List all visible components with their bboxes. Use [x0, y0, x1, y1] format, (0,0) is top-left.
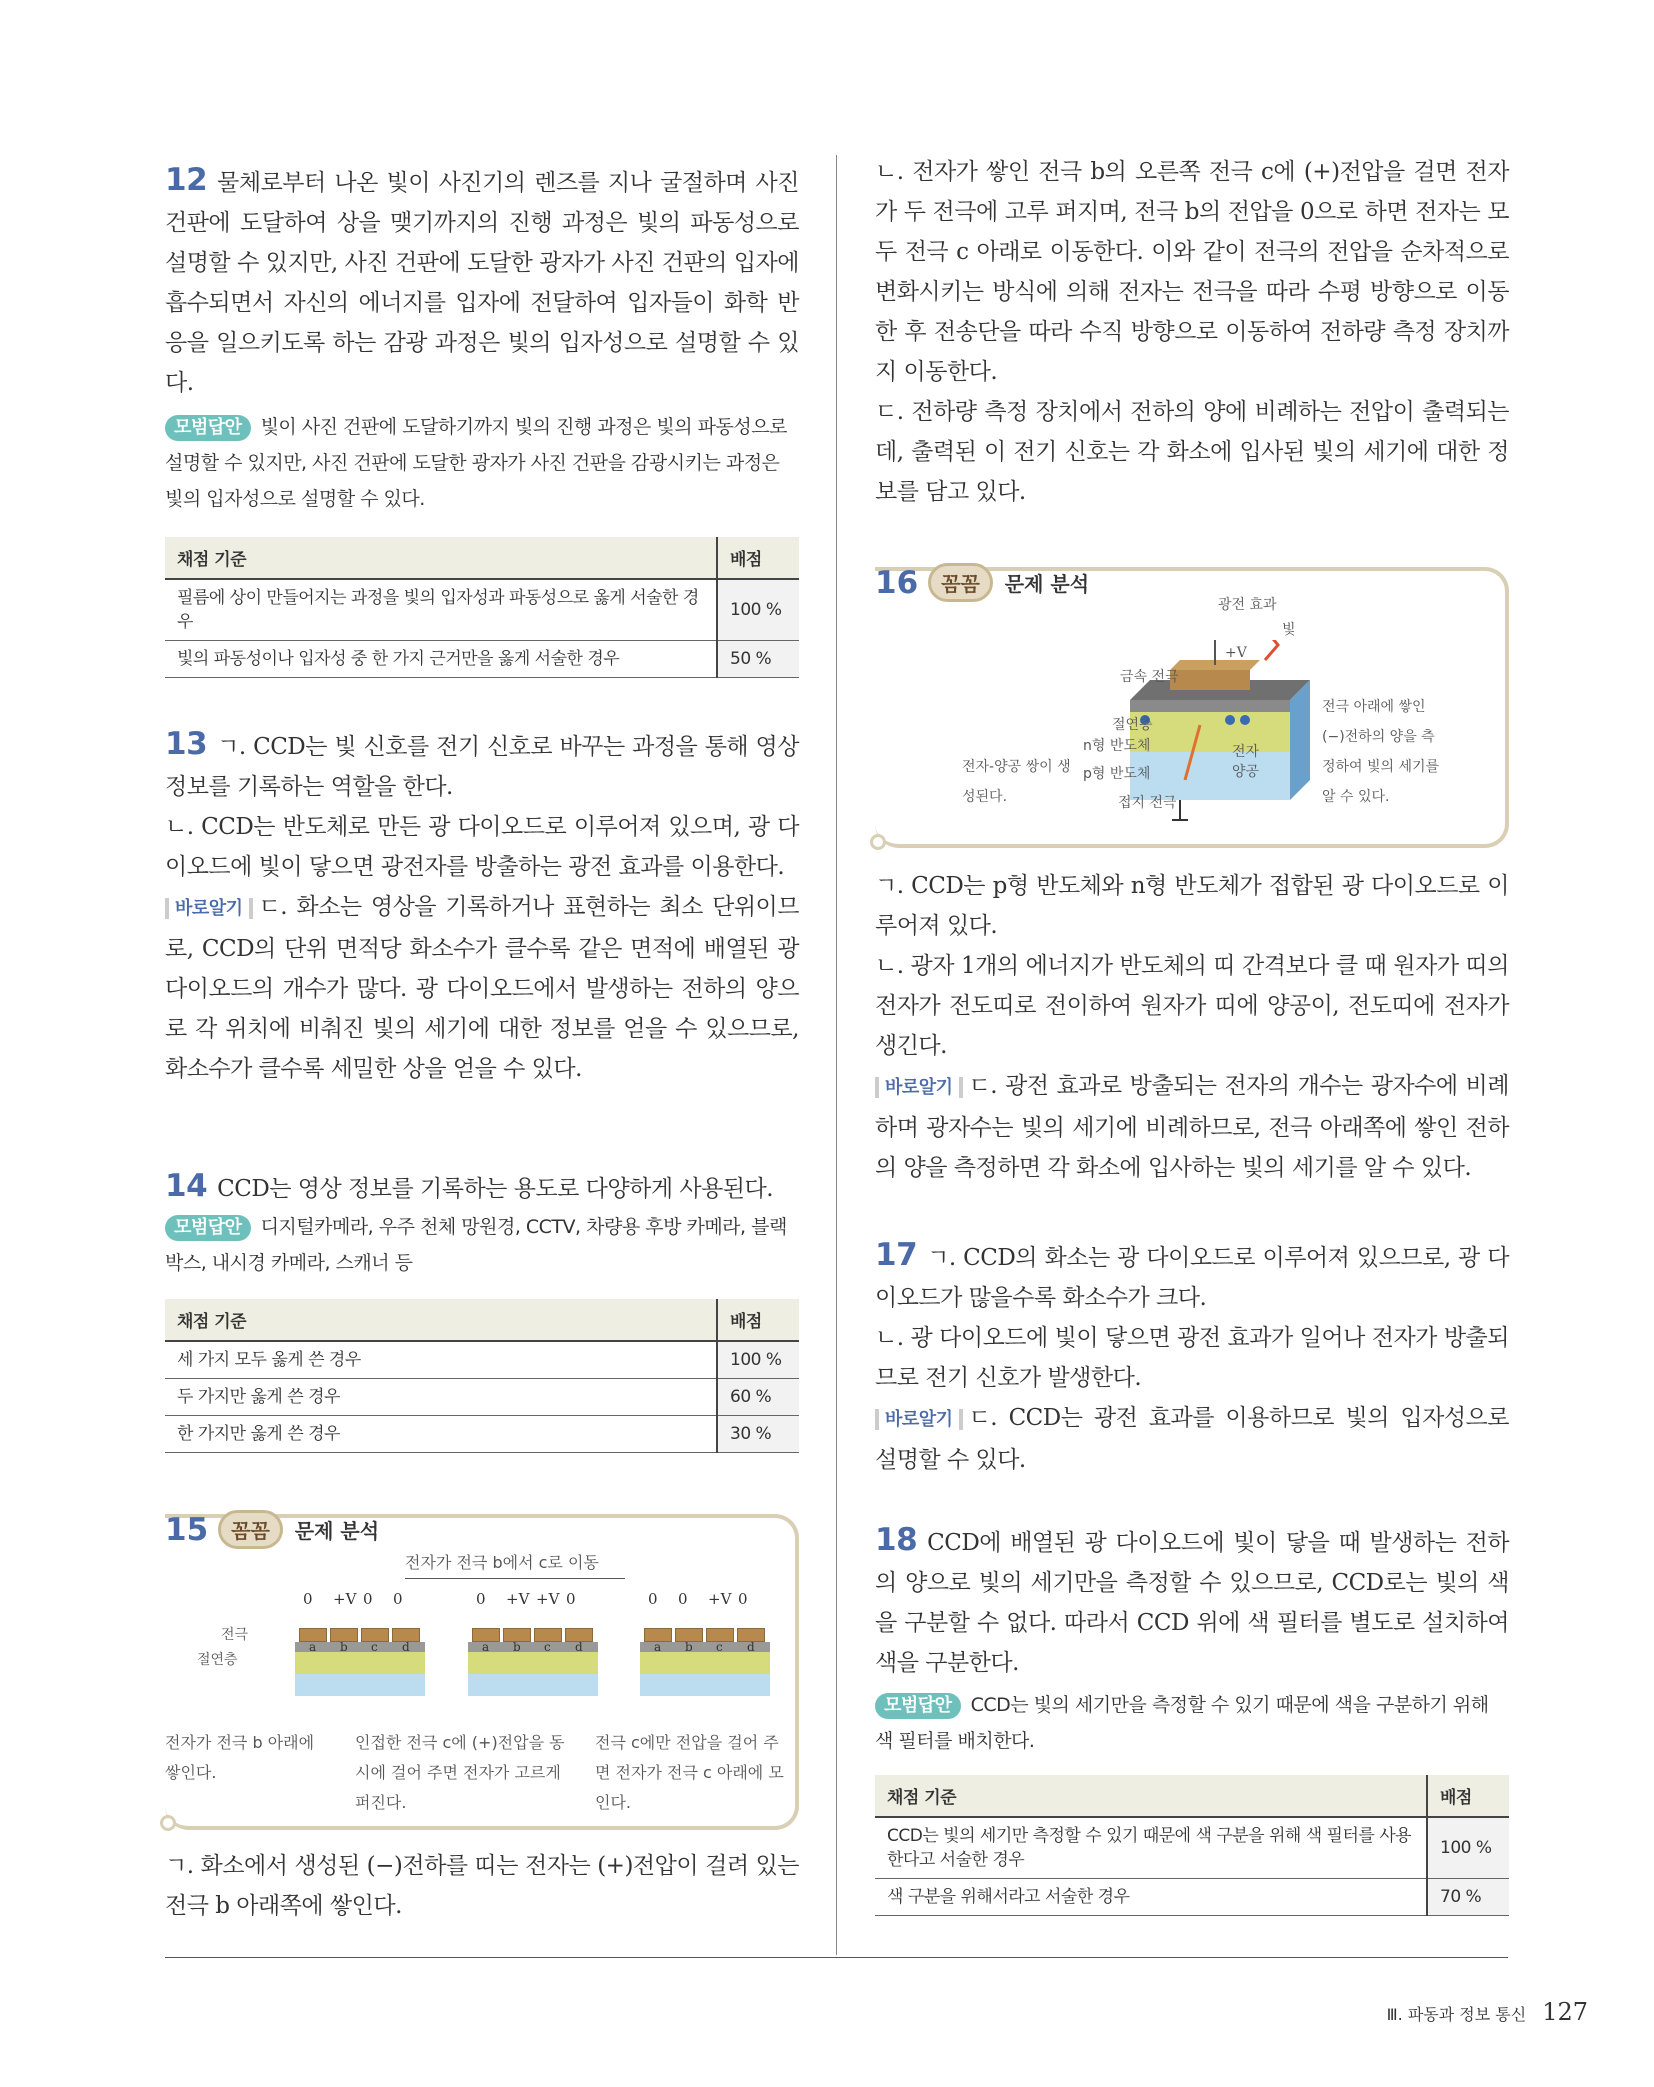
model-answer: 빛이 사진 건판에 도달하기까지 빛의 진행 과정은 빛의 파동성으로 설명할 수 있지만, 사진 건판에 도달한 광자가 사진 건판을 감광시키는 과정은 빛의 입자성으로 설명할 수 있다.	[165, 416, 787, 510]
voltage-value: 0	[738, 1590, 748, 1608]
question-12	[165, 160, 799, 678]
voltage-value: 0	[476, 1590, 486, 1608]
charge-caption: 전극 아래에 쌓인 (−)전하의 양을 측정하여 빛의 세기를 알 수 있다.	[1322, 699, 1440, 805]
point-2: ㄴ. 전자가 쌓인 전극 b의 오른쪽 전극 c에 (+)전압을 걸면 전자가 두 전극에 고루 퍼지며, 전극 b의 전압을 0으로 하면 전자는 모두 전극 c 아래로 이동한다. 이와 같이 전극의 전압을 순차적으로 변화시키는 방식에 의해 전자는 전극을 따라 수평 방향으로 이동한 후 전송단을 따라 수직 방향으로 이동하여 전하량 측정 장치까지 이동한다.	[875, 159, 1509, 385]
electrode-letter: b	[340, 1640, 348, 1654]
footer-rule	[165, 1957, 1508, 1958]
electrode-letter: c	[544, 1640, 551, 1654]
table-row	[165, 1341, 799, 1379]
point-3: ㄷ. 광전 효과로 방출되는 전자의 개수는 광자수에 비례하며 광자수는 빛의 세기에 비례하므로, 전극 아래쪽에 쌓인 전하의 양을 측정하면 각 화소에 입사하는 빛의 세기를 알 수 있다.	[875, 1073, 1509, 1181]
box-title: 문제 분석	[294, 1519, 380, 1543]
model-answer: 디지털카메라, 우주 천체 망원경, CCTV, 차량용 후방 카메라, 블랙박스, 내시경 카메라, 스캐너 등	[165, 1216, 787, 1274]
col-criteria: 채점 기준	[165, 1299, 717, 1341]
question-17	[875, 1235, 1509, 1480]
question-14	[165, 1166, 799, 1453]
insulator-label: 절연층	[197, 1652, 238, 1668]
page-footer	[1387, 1998, 1588, 2026]
question-15-continued	[875, 152, 1509, 512]
point-2: ㄴ. CCD는 반도체로 만든 광 다이오드로 이루어져 있으며, 광 다이오드에 빛이 닿으면 광전자를 방출하는 광전 효과를 이용한다.	[165, 814, 799, 880]
correction-tag: 바로알기	[875, 1077, 963, 1098]
point-1: ㄱ. CCD의 화소는 광 다이오드로 이루어져 있으므로, 광 다이오드가 많을수록 화소수가 크다.	[875, 1245, 1509, 1311]
table-row	[165, 1379, 799, 1416]
criteria: 세 가지 모두 옳게 쓴 경우	[165, 1341, 717, 1379]
transfer-arrow	[405, 1578, 625, 1579]
electrode-letter: d	[575, 1640, 583, 1654]
score: 60 %	[717, 1379, 799, 1416]
question-number: 18	[875, 1522, 918, 1558]
table-row	[165, 641, 799, 678]
photoelectric-label: 광전 효과	[1218, 597, 1277, 613]
explanation: CCD에 배열된 광 다이오드에 빛이 닿을 때 발생하는 전하의 양으로 빛의 세기만을 측정할 수 있으므로, CCD로는 빛의 색을 구분할 수 없다. 따라서 CCD 위에 색 필터를 별도로 설치하여 색을 구분한다.	[875, 1530, 1509, 1676]
voltage-value: +V	[506, 1590, 530, 1608]
electrode-letter: a	[654, 1640, 662, 1654]
voltage-value: +V	[536, 1590, 560, 1608]
electrode-letter: b	[513, 1640, 521, 1654]
col-criteria: 채점 기준	[875, 1775, 1427, 1817]
electrode-letter: a	[309, 1640, 317, 1654]
grading-table	[165, 537, 799, 678]
kkomkkom-badge: 꼼꼼	[218, 1510, 283, 1549]
criteria: 두 가지만 옳게 쓴 경우	[165, 1379, 717, 1416]
electrode-letter: a	[482, 1640, 490, 1654]
table-row	[165, 1416, 799, 1453]
grading-table	[165, 1299, 799, 1453]
electrode-letter: b	[685, 1640, 693, 1654]
question-number: 17	[875, 1237, 918, 1273]
kkomkkom-badge: 꼼꼼	[928, 563, 993, 602]
model-answer-badge: 모범답안	[165, 1215, 251, 1241]
box-dot	[160, 1815, 176, 1831]
point-3: ㄷ. 전하량 측정 장치에서 전하의 양에 비례하는 전압이 출력되는데, 출력된 이 전기 신호는 각 화소에 입사된 빛의 세기에 대한 정보를 담고 있다.	[875, 399, 1509, 505]
score: 100 %	[1427, 1817, 1509, 1879]
hole-label: 양공	[1232, 764, 1260, 780]
ccd-stage-2	[468, 1590, 598, 1700]
question-13	[165, 724, 799, 1089]
electrode-label: 전극	[221, 1627, 249, 1643]
criteria: 필름에 상이 만들어지는 과정을 빛의 입자성과 파동성으로 옳게 서술한 경우	[165, 579, 717, 641]
point-2: ㄴ. 광 다이오드에 빛이 닿으면 광전 효과가 일어나 전자가 방출되므로 전기 신호가 발생한다.	[875, 1325, 1509, 1391]
caption-1: 전자가 전극 b 아래에 쌓인다.	[165, 1733, 315, 1782]
explanation: 물체로부터 나온 빛이 사진기의 렌즈를 지나 굴절하며 사진 건판에 도달하여 상을 맺기까지의 진행 과정은 빛의 파동성으로 설명할 수 있지만, 사진 건판에 도달한 광자가 사진 건판의 입자에 흡수되면서 자신의 에너지를 입자에 전달하여 입자들이 화학 반응을 일으키도록 하는 감광 과정은 빛의 입자성으로 설명할 수 있다.	[165, 170, 799, 396]
page-number: 127	[1542, 1998, 1588, 2026]
score: 50 %	[717, 641, 799, 678]
caption-2: 인접한 전극 c에 (+)전압을 동시에 걸어 주면 전자가 고르게 퍼진다.	[355, 1733, 565, 1812]
ccd-stage-3	[640, 1590, 770, 1700]
electrode-letter: c	[716, 1640, 723, 1654]
voltage-value: +V	[708, 1590, 732, 1608]
point-1: ㄱ. CCD는 빛 신호를 전기 신호로 바꾸는 과정을 통해 영상 정보를 기록하는 역할을 한다.	[165, 734, 799, 800]
grading-table	[875, 1775, 1509, 1916]
correction-tag: 바로알기	[165, 898, 253, 919]
electrode-letter: d	[402, 1640, 410, 1654]
voltage-value: 0	[363, 1590, 373, 1608]
table-row	[165, 579, 799, 641]
criteria: 한 가지만 옳게 쓴 경우	[165, 1416, 717, 1453]
criteria: 색 구분을 위해서라고 서술한 경우	[875, 1879, 1427, 1916]
score: 100 %	[717, 579, 799, 641]
box-title: 문제 분석	[1004, 572, 1090, 596]
question-number: 15	[165, 1511, 209, 1548]
electrode-letter: d	[747, 1640, 755, 1654]
col-score: 배점	[1427, 1775, 1509, 1817]
voltage-value: 0	[648, 1590, 658, 1608]
electrode-letter: c	[371, 1640, 378, 1654]
voltage-value: +V	[333, 1590, 357, 1608]
p-type-label: p형 반도체	[1083, 766, 1151, 782]
model-answer-badge: 모범답안	[165, 415, 251, 441]
explanation: ㄱ. 화소에서 생성된 (−)전하를 띠는 전자는 (+)전압이 걸려 있는 전극 b 아래쪽에 쌓인다.	[165, 1853, 799, 1919]
explanation: CCD는 영상 정보를 기록하는 용도로 다양하게 사용된다.	[217, 1176, 774, 1202]
chapter-label: Ⅲ. 파동과 정보 통신	[1386, 2005, 1527, 2024]
voltage-value: 0	[303, 1590, 313, 1608]
insulator-label: 절연층	[1112, 717, 1153, 733]
voltage-label: +V	[1225, 645, 1247, 661]
point-1: ㄱ. CCD는 p형 반도체와 n형 반도체가 접합된 광 다이오드로 이루어져 있다.	[875, 873, 1509, 939]
col-score: 배점	[717, 1299, 799, 1341]
transfer-label: 전자가 전극 b에서 c로 이동	[405, 1553, 599, 1572]
score: 100 %	[717, 1341, 799, 1379]
electron-label: 전자	[1232, 744, 1260, 760]
correction-tag: 바로알기	[875, 1409, 963, 1430]
question-number: 13	[165, 726, 208, 762]
score: 30 %	[717, 1416, 799, 1453]
question-number: 14	[165, 1168, 208, 1204]
table-row	[875, 1817, 1509, 1879]
ground-electrode-label: 접지 전극	[1118, 795, 1177, 811]
column-divider	[836, 155, 837, 1955]
point-2: ㄴ. 광자 1개의 에너지가 반도체의 띠 간격보다 클 때 원자가 띠의 전자가 전도띠로 전이하여 원자가 띠에 양공이, 전도띠에 전자가 생긴다.	[875, 953, 1509, 1059]
light-label: 빛	[1282, 622, 1296, 638]
box-dot	[870, 834, 886, 850]
criteria: 빛의 파동성이나 입자성 중 한 가지 근거만을 옳게 서술한 경우	[165, 641, 717, 678]
question-number: 12	[165, 162, 208, 198]
point-3: ㄷ. 화소는 영상을 기록하거나 표현하는 최소 단위이므로, CCD의 단위 면적당 화소수가 클수록 같은 면적에 배열된 광 다이오드의 개수가 많다. 광 다이오드에서 발생하는 전하의 양으로 각 위치에 비춰진 빛의 세기에 대한 정보를 얻을 수 있으므로, 화소수가 클수록 세밀한 상을 얻을 수 있다.	[165, 894, 799, 1082]
caption-3: 전극 c에만 전압을 걸어 주면 전자가 전극 c 아래에 모인다.	[595, 1733, 784, 1812]
metal-electrode-label: 금속 전극	[1120, 669, 1179, 685]
question-16	[875, 866, 1509, 1188]
voltage-value: 0	[393, 1590, 403, 1608]
ccd-stage-1	[295, 1590, 425, 1700]
table-row	[875, 1879, 1509, 1916]
criteria: CCD는 빛의 세기만 측정할 수 있기 때문에 색 구분을 위해 색 필터를 사용한다고 서술한 경우	[875, 1817, 1427, 1879]
voltage-value: 0	[566, 1590, 576, 1608]
col-criteria: 채점 기준	[165, 537, 717, 579]
question-number: 16	[875, 564, 919, 601]
col-score: 배점	[717, 537, 799, 579]
voltage-value: 0	[678, 1590, 688, 1608]
model-answer-badge: 모범답안	[875, 1693, 961, 1719]
n-type-label: n형 반도체	[1083, 738, 1151, 754]
model-answer: CCD는 빛의 세기만을 측정할 수 있기 때문에 색을 구분하기 위해 색 필터를 배치한다.	[875, 1694, 1489, 1752]
point-3: ㄷ. CCD는 광전 효과를 이용하므로 빛의 입자성으로 설명할 수 있다.	[875, 1405, 1509, 1473]
pair-caption: 전자-양공 쌍이 생성된다.	[962, 759, 1071, 805]
score: 70 %	[1427, 1879, 1509, 1916]
question-18	[875, 1520, 1509, 1916]
